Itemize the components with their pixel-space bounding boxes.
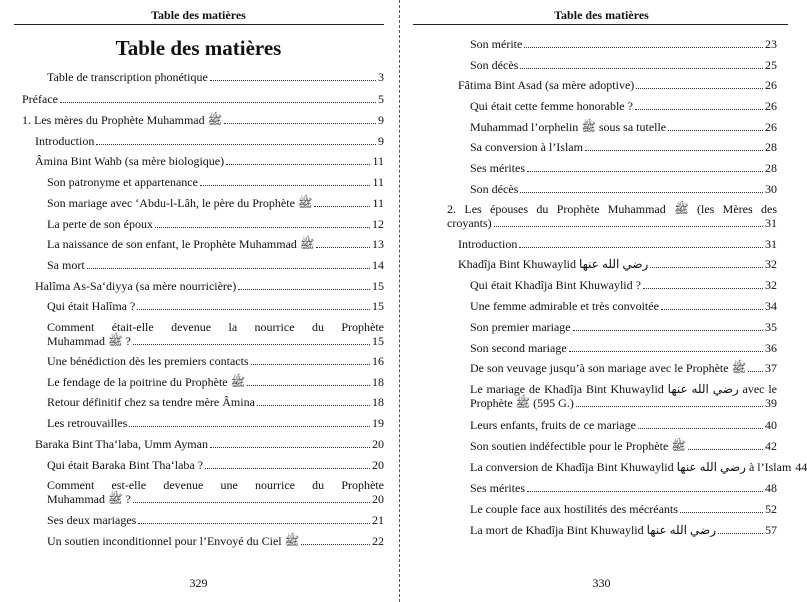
toc-entry[interactable] <box>458 257 777 271</box>
toc-entry-title: De son veuvage jusqu’à son mariage avec le Prophète ﷺ <box>470 361 747 375</box>
toc-page-number: 32 <box>765 257 777 271</box>
toc-entry-title: Une bénédiction dès les premiers contacts <box>47 354 249 368</box>
toc-page-number: 5 <box>378 92 384 106</box>
toc-entry-title: La perte de son époux <box>47 217 153 231</box>
toc-page-number: 21 <box>372 513 384 527</box>
toc-entry-title: Retour définitif chez sa tendre mère Âmina <box>47 395 255 409</box>
toc-entry[interactable] <box>47 354 384 368</box>
toc-entry-title: Les retrouvailles <box>47 416 128 430</box>
toc-entry-title: Ses deux mariages <box>47 513 137 527</box>
toc-page-number: 15 <box>372 299 384 313</box>
toc-entry[interactable] <box>35 154 384 168</box>
toc-entry[interactable] <box>470 182 777 196</box>
running-head: Table des matières <box>554 8 649 22</box>
page-divider <box>399 0 400 602</box>
dot-leader <box>520 67 763 69</box>
toc-page-number: 25 <box>765 58 777 72</box>
dot-leader <box>569 350 763 352</box>
toc-page-number: 12 <box>372 217 384 231</box>
toc-entry-title: Muhammad ﷺ ? <box>47 334 131 348</box>
toc-page-number: 19 <box>372 416 384 430</box>
dot-leader <box>247 384 370 386</box>
toc-entry-title: Son mariage avec ‘Abdu-l-Lâh, le père du Prophète ﷺ <box>47 196 313 210</box>
dot-leader <box>643 287 763 289</box>
toc-entry-title: Qui était Halîma ? <box>47 299 136 313</box>
toc-page-number: 42 <box>765 439 777 453</box>
toc-entry[interactable] <box>47 237 384 251</box>
toc-entry[interactable] <box>35 134 384 148</box>
toc-entry[interactable] <box>470 418 777 432</box>
toc-entry[interactable] <box>470 439 777 453</box>
toc-entry-title: Sa conversion à l’Islam <box>470 140 583 154</box>
toc-entry-title: Baraka Bint Tha‘laba, Umm Ayman <box>35 437 208 451</box>
toc-page-number: 26 <box>765 120 777 134</box>
toc-page-number: 30 <box>765 182 777 196</box>
toc-entry[interactable] <box>22 113 384 127</box>
toc-page-number: 34 <box>765 299 777 313</box>
toc-page-number: 18 <box>372 375 384 389</box>
toc-entry[interactable] <box>470 99 777 113</box>
dot-leader <box>527 170 763 172</box>
toc-entry[interactable] <box>47 175 384 189</box>
toc-entry-title: Introduction <box>458 237 518 251</box>
page-number: 329 <box>189 576 208 590</box>
dot-leader <box>200 184 371 186</box>
toc-page-number: 9 <box>378 134 384 148</box>
toc-entry-title: Sa mort <box>47 258 85 272</box>
toc-page-number: 13 <box>372 237 384 251</box>
toc-entry[interactable] <box>35 437 384 451</box>
toc-page-number: 11 <box>372 175 384 189</box>
toc-entry-title: Prophète ﷺ (595 G.) <box>470 396 574 410</box>
toc-entry-title: La conversion de Khadîja Bint Khuwaylid رضي الله عنها à l’Islam <box>470 460 792 474</box>
toc-entry-title: La naissance de son enfant, le Prophète Muhammad ﷺ <box>47 237 315 251</box>
dot-leader <box>238 288 370 290</box>
toc-entry[interactable] <box>47 534 384 548</box>
toc-page-number: 11 <box>372 154 384 168</box>
dot-leader <box>138 522 370 524</box>
toc-entry-title-line: Le mariage de Khadîja Bint Khuwaylid رضي الله عنها avec le <box>470 382 778 396</box>
toc-entry[interactable] <box>470 278 777 292</box>
toc-entry-title: Une femme admirable et très convoitée <box>470 299 659 313</box>
toc-entry[interactable] <box>470 460 807 474</box>
dot-leader <box>210 446 370 448</box>
dot-leader <box>133 343 370 345</box>
toc-entry-title: Introduction <box>35 134 95 148</box>
dot-leader <box>573 329 763 331</box>
toc-entry[interactable] <box>458 237 777 251</box>
toc-entry-title: Muhammad ﷺ ? <box>47 492 131 506</box>
toc-page-number: 11 <box>372 196 384 210</box>
toc-entry-title: Son patronyme et appartenance <box>47 175 198 189</box>
toc-entry[interactable] <box>47 458 384 472</box>
dot-leader <box>650 266 763 268</box>
toc-entry[interactable] <box>470 37 777 51</box>
dot-leader <box>585 149 763 151</box>
toc-page-number: 44 <box>795 460 807 474</box>
toc-entry[interactable] <box>470 140 777 154</box>
toc-entry-title: Qui était Baraka Bint Tha‘laba ? <box>47 458 204 472</box>
toc-page-number: 3 <box>378 70 384 84</box>
toc-entry-title: Table de transcription phonétique <box>47 70 208 84</box>
page-number: 330 <box>592 576 611 590</box>
toc-page-number: 28 <box>765 140 777 154</box>
toc-page-number: 20 <box>372 437 384 451</box>
dot-leader <box>576 405 763 407</box>
toc-entry-title: Son second mariage <box>470 341 567 355</box>
left-page <box>0 0 397 602</box>
dot-leader <box>60 101 376 103</box>
dot-leader <box>205 467 370 469</box>
dot-leader <box>301 543 370 545</box>
toc-page-number: 15 <box>372 279 384 293</box>
dot-leader <box>251 363 370 365</box>
dot-leader <box>96 143 376 145</box>
dot-leader <box>314 205 370 207</box>
dot-leader <box>636 87 763 89</box>
dot-leader <box>688 448 763 450</box>
header-rule <box>413 24 788 25</box>
toc-entry-title: La mort de Khadîja Bint Khuwaylid رضي الله عنها <box>470 523 716 537</box>
toc-entry[interactable] <box>470 161 777 175</box>
toc-page-number: 18 <box>372 395 384 409</box>
dot-leader <box>680 511 763 513</box>
toc-entry-title: Halîma As-Sa‘diyya (sa mère nourricière) <box>35 279 237 293</box>
toc-entry[interactable] <box>47 395 384 409</box>
toc-page-number: 32 <box>765 278 777 292</box>
toc-entry[interactable] <box>470 299 777 313</box>
toc-page-number: 23 <box>765 37 777 51</box>
toc-entry-title-line: Comment est-elle devenue une nourrice du Prophète <box>47 478 384 492</box>
toc-entry[interactable] <box>470 502 777 516</box>
dot-leader <box>520 191 763 193</box>
toc-entry-title: Ses mérites <box>470 481 525 495</box>
dot-leader <box>527 490 763 492</box>
dot-leader <box>661 308 763 310</box>
toc-page-number: 20 <box>372 492 384 506</box>
toc-page-number: 28 <box>765 161 777 175</box>
dot-leader <box>224 122 376 124</box>
toc-entry-title: Qui était cette femme honorable ? <box>470 99 633 113</box>
toc-page-number: 26 <box>765 78 777 92</box>
page-title: Table des matières <box>115 36 282 60</box>
dot-leader <box>638 427 763 429</box>
toc-entry-title: Son mérite <box>470 37 523 51</box>
dot-leader <box>635 108 763 110</box>
toc-entry-title: Qui était Khadîja Bint Khuwaylid ? <box>470 278 641 292</box>
toc-entry-title: Son soutien indéfectible pour le Prophète ﷺ <box>470 439 686 453</box>
dot-leader <box>494 225 763 227</box>
toc-page-number: 22 <box>372 534 384 548</box>
dot-leader <box>748 370 763 372</box>
toc-page-number: 31 <box>765 216 777 230</box>
toc-page-number: 40 <box>765 418 777 432</box>
header-rule <box>14 24 384 25</box>
dot-leader <box>155 226 370 228</box>
toc-entry[interactable] <box>47 258 384 272</box>
toc-entry-title: Son décès <box>470 58 519 72</box>
toc-entry-title-line: 2. Les épouses du Prophète Muhammad ﷺ (les Mères des <box>447 202 778 216</box>
toc-entry[interactable] <box>470 120 777 134</box>
toc-entry[interactable] <box>470 481 777 495</box>
toc-entry[interactable] <box>22 92 384 106</box>
dot-leader <box>668 129 763 131</box>
toc-page-number: 15 <box>372 334 384 348</box>
toc-entry-title: Khadîja Bint Khuwaylid رضي الله عنها <box>458 257 649 271</box>
toc-entry[interactable] <box>470 320 777 334</box>
toc-entry[interactable] <box>470 58 777 72</box>
dot-leader <box>519 246 763 248</box>
toc-page-number: 36 <box>765 341 777 355</box>
toc-entry-title: Le fendage de la poitrine du Prophète ﷺ <box>47 375 246 389</box>
toc-page-number: 9 <box>378 113 384 127</box>
dot-leader <box>257 404 370 406</box>
toc-entry[interactable] <box>47 416 384 430</box>
toc-entry-title: Âmina Bint Wahb (sa mère biologique) <box>35 154 225 168</box>
toc-page-number: 35 <box>765 320 777 334</box>
toc-entry[interactable] <box>47 513 384 527</box>
toc-entry[interactable] <box>470 361 777 375</box>
toc-entry[interactable] <box>47 217 384 231</box>
toc-page-number: 14 <box>372 258 384 272</box>
toc-entry-title: Un soutien inconditionnel pour l’Envoyé du Ciel ﷺ <box>47 534 300 548</box>
dot-leader <box>226 163 370 165</box>
toc-entry-title: Leurs enfants, fruits de ce mariage <box>470 418 636 432</box>
toc-entry[interactable] <box>47 196 384 210</box>
toc-page-number: 52 <box>765 502 777 516</box>
toc-entry[interactable] <box>458 78 777 92</box>
toc-entry[interactable] <box>47 375 384 389</box>
right-page <box>403 0 807 602</box>
toc-entry-title: Muhammad l’orphelin ﷺ sous sa tutelle <box>470 120 667 134</box>
toc-page-number: 16 <box>372 354 384 368</box>
toc-entry-title: croyants) <box>447 216 492 230</box>
toc-entry[interactable] <box>470 382 777 410</box>
toc-entry[interactable] <box>35 279 384 293</box>
toc-entry-title: Son décès <box>470 182 519 196</box>
toc-page-number: 26 <box>765 99 777 113</box>
dot-leader <box>718 532 763 534</box>
toc-entry-title: Fâtima Bint Asad (sa mère adoptive) <box>458 78 635 92</box>
dot-leader <box>137 308 370 310</box>
toc-entry[interactable] <box>447 202 777 230</box>
toc-entry[interactable] <box>47 299 384 313</box>
toc-entry-title: 1. Les mères du Prophète Muhammad ﷺ <box>22 113 223 127</box>
toc-entry-title: Le couple face aux hostilités des mécréants <box>470 502 678 516</box>
toc-page-number: 39 <box>765 396 777 410</box>
running-head: Table des matières <box>151 8 246 22</box>
dot-leader <box>87 267 370 269</box>
toc-page-number: 20 <box>372 458 384 472</box>
toc-page-number: 31 <box>765 237 777 251</box>
dot-leader <box>316 246 370 248</box>
toc-entry[interactable] <box>47 70 384 84</box>
dot-leader <box>129 425 370 427</box>
toc-entry[interactable] <box>47 478 384 506</box>
toc-page-number: 48 <box>765 481 777 495</box>
toc-page-number: 37 <box>765 361 777 375</box>
toc-entry-title: Son premier mariage <box>470 320 571 334</box>
toc-entry-title-line: Comment était-elle devenue la nourrice du Prophète <box>47 320 384 334</box>
toc-entry[interactable] <box>47 320 384 348</box>
dot-leader <box>210 79 376 81</box>
toc-entry-title: Ses mérites <box>470 161 525 175</box>
toc-entry[interactable] <box>470 523 777 537</box>
dot-leader <box>133 501 370 503</box>
dot-leader <box>524 46 763 48</box>
toc-page-number: 57 <box>765 523 777 537</box>
toc-entry[interactable] <box>470 341 777 355</box>
toc-entry-title: Préface <box>22 92 58 106</box>
